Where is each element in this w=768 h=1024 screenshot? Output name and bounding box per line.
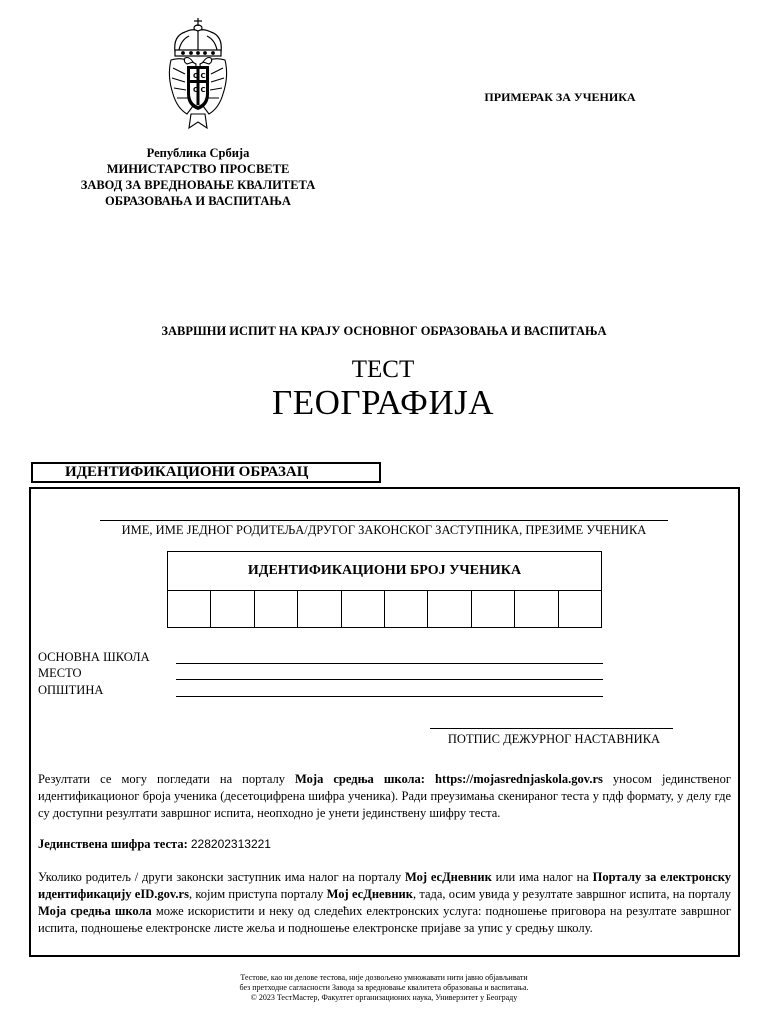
results-text-1: Резултати се могу погледати на порталу xyxy=(38,772,296,786)
id-digit-cell[interactable] xyxy=(559,590,601,627)
identification-form-tab: ИДЕНТИФИКАЦИОНИ ОБРАЗАЦ xyxy=(31,462,381,483)
footer-line-1: Тестове, као ни делове тестова, није дозвољено умножавати нити јавно објављивати xyxy=(240,973,528,982)
svg-text:C: C xyxy=(200,86,206,94)
name-caption: ИМЕ, ИМЕ ЈЕДНОГ РОДИТЕЉА/ДРУГОГ ЗАКОНСКОГ ЗАСТУПНИКА, ПРЕЗИМЕ УЧЕНИКА xyxy=(121,523,647,537)
copy-label: ПРИМЕРАК ЗА УЧЕНИКА xyxy=(484,90,636,104)
student-id-cells xyxy=(168,590,601,627)
serbian-coat-of-arms-icon xyxy=(163,16,233,136)
id-digit-cell[interactable] xyxy=(211,590,254,627)
institute-line-2: ОБРАЗОВАЊА И ВАСПИТАЊА xyxy=(105,194,291,208)
id-digit-cell[interactable] xyxy=(298,590,341,627)
id-digit-cell[interactable] xyxy=(255,590,298,627)
student-id-box xyxy=(167,551,602,628)
subject-title: ГЕОГРАФИЈА xyxy=(271,383,494,422)
ednevnik-portal-name: Мој есДневник xyxy=(405,870,492,884)
id-digit-cell[interactable] xyxy=(342,590,385,627)
exam-title: ЗАВРШНИ ИСПИТ НА КРАЈУ ОСНОВНОГ ОБРАЗОВАЊА И ВАСПИТАЊА xyxy=(161,324,607,338)
id-digit-cell[interactable] xyxy=(428,590,471,627)
place-input-line[interactable] xyxy=(176,679,603,680)
parent-text-5: може искористити и неку од следећих електронских услуга: подношење приговора на резултате завршног испита, подношење електронске листе жеља и подношење електронске пријаве за упис у средњу школу. xyxy=(38,904,731,935)
id-digit-cell[interactable] xyxy=(168,590,211,627)
results-paragraph xyxy=(38,771,731,822)
results-text-3: уносом јединственог идентификационог броја ученика (десетоцифрена шифра ученика). Ради преузимања скенираног теста у пдф формату, у делу где су доступни резултати завршног испита, неопходно је унети јединствену шифру теста. xyxy=(38,772,732,820)
svg-text:C: C xyxy=(200,72,206,80)
copyright-footer xyxy=(0,973,768,1003)
signature-line[interactable] xyxy=(430,728,673,729)
ministry-line: МИНИСТАРСТВО ПРОСВЕТЕ xyxy=(106,162,290,176)
results-text-2 xyxy=(425,772,435,786)
republic-line: Република Србија xyxy=(146,146,250,160)
svg-text:C: C xyxy=(193,72,199,80)
id-digit-cell[interactable] xyxy=(385,590,428,627)
id-digit-cell[interactable] xyxy=(515,590,558,627)
test-code-value: 228202313221 xyxy=(190,837,271,851)
student-id-title: ИДЕНТИФИКАЦИОНИ БРОЈ УЧЕНИКА xyxy=(168,552,601,591)
municipality-input-line[interactable] xyxy=(176,696,603,697)
place-label: МЕСТО xyxy=(38,666,82,680)
test-code-line xyxy=(38,837,271,852)
id-digit-cell[interactable] xyxy=(472,590,515,627)
parent-text-1: Уколико родитељ / други законски заступник има налог на порталу xyxy=(38,870,405,884)
footer-line-3: © 2023 ТестМастер, Факултет организационих наука, Универзитет у Београду xyxy=(250,993,518,1002)
institute-line-1: ЗАВОД ЗА ВРЕДНОВАЊЕ КВАЛИТЕТА xyxy=(80,178,316,192)
issuer-block xyxy=(40,145,356,209)
name-input-line[interactable] xyxy=(100,520,668,521)
test-word: ТЕСТ xyxy=(351,356,415,383)
svg-text:C: C xyxy=(193,86,199,94)
parent-text-2: или има налог на xyxy=(491,870,593,884)
parent-text-4: , тада, осим увида у резултате завршног испита, на порталу xyxy=(412,887,731,901)
school-label: ОСНОВНА ШКОЛА xyxy=(38,650,150,664)
ednevnik-portal-name-2: Мој есДневник xyxy=(326,887,413,901)
municipality-label: ОПШТИНА xyxy=(38,683,104,697)
portal-name: Моја средња школа: xyxy=(295,772,425,786)
parent-text-3: , којим приступа порталу xyxy=(188,887,327,901)
footer-line-2: без претходне сагласности Завода за вредновање квалитета образовања и васпитања. xyxy=(239,983,529,992)
test-code-label: Јединствена шифра теста: xyxy=(38,837,188,851)
signature-caption: ПОТПИС ДЕЖУРНОГ НАСТАВНИКА xyxy=(447,732,661,746)
secondary-school-portal-name: Моја средња школа xyxy=(38,904,152,918)
school-input-line[interactable] xyxy=(176,663,603,664)
portal-url-link[interactable]: https://mojasrednjaskola.gov.rs xyxy=(435,772,603,786)
eid-portal-name: Порталу за електронску идентификацију eID.gov.rs xyxy=(38,870,731,901)
parent-paragraph xyxy=(38,869,731,937)
